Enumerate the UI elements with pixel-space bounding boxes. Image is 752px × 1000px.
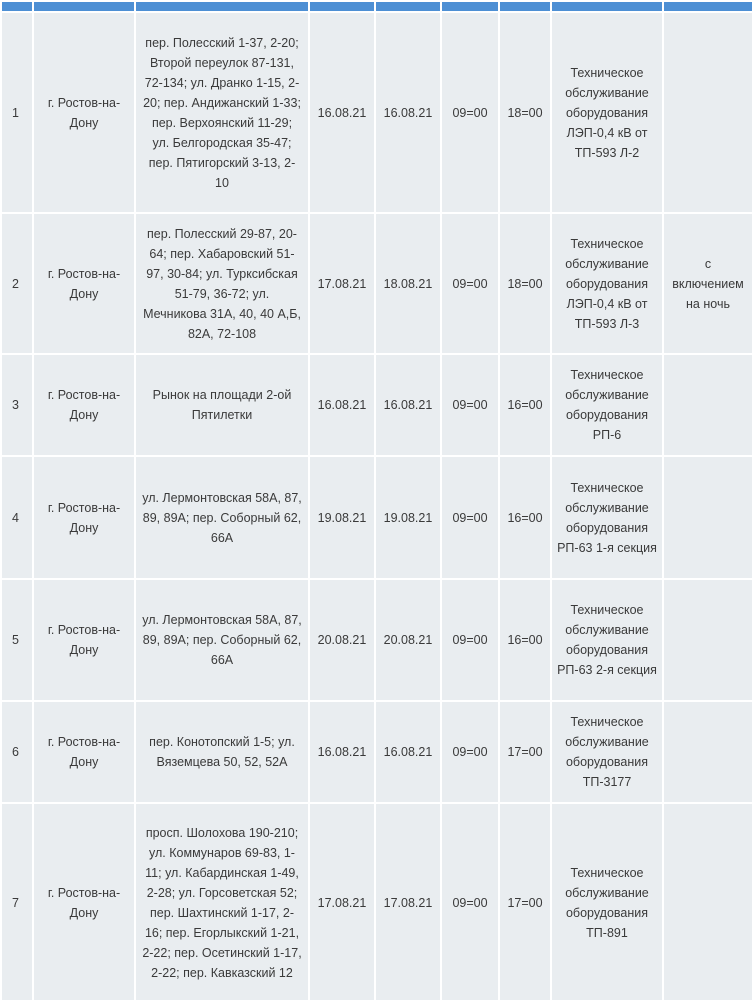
table-row bbox=[1, 579, 752, 701]
header-cell bbox=[135, 1, 309, 12]
row-number: 6 bbox=[1, 701, 33, 803]
table-row bbox=[1, 456, 752, 579]
header-cell bbox=[309, 1, 375, 12]
date-end-cell: 16.08.21 bbox=[375, 354, 441, 456]
date-end-cell: 16.08.21 bbox=[375, 701, 441, 803]
date-start-cell: 16.08.21 bbox=[309, 701, 375, 803]
time-end-cell: 17=00 bbox=[499, 803, 551, 1000]
time-start-cell: 09=00 bbox=[441, 456, 499, 579]
city-cell: г. Ростов-на-Дону bbox=[33, 701, 135, 803]
time-start-cell: 09=00 bbox=[441, 803, 499, 1000]
header-cell bbox=[1, 1, 33, 12]
header-cell bbox=[663, 1, 752, 12]
header-cell bbox=[499, 1, 551, 12]
note-cell: с включением на ночь bbox=[663, 213, 752, 354]
date-start-cell: 17.08.21 bbox=[309, 803, 375, 1000]
time-start-cell: 09=00 bbox=[441, 354, 499, 456]
header-cell bbox=[441, 1, 499, 12]
date-start-cell: 19.08.21 bbox=[309, 456, 375, 579]
table-row bbox=[1, 354, 752, 456]
date-start-cell: 20.08.21 bbox=[309, 579, 375, 701]
date-end-cell: 17.08.21 bbox=[375, 803, 441, 1000]
time-end-cell: 16=00 bbox=[499, 456, 551, 579]
header-cell bbox=[33, 1, 135, 12]
reason-cell: Техническое обслуживание оборудования ТП-3177 bbox=[551, 701, 663, 803]
reason-cell: Техническое обслуживание оборудования ТП-891 bbox=[551, 803, 663, 1000]
reason-cell: Техническое обслуживание оборудования ЛЭП-0,4 кВ от ТП-593 Л-3 bbox=[551, 213, 663, 354]
addresses-cell: пер. Полесский 1-37, 2-20; Второй переулок 87-131, 72-134; ул. Дранко 1-15, 2-20; пер. Андижанский 1-33; пер. Верхоянский 11-29; ул. Белгородская 35-47; пер. Пятигорский 3-13, 2-10 bbox=[135, 12, 309, 213]
reason-cell: Техническое обслуживание оборудования ЛЭП-0,4 кВ от ТП-593 Л-2 bbox=[551, 12, 663, 213]
reason-cell: Техническое обслуживание оборудования РП-6 bbox=[551, 354, 663, 456]
date-start-cell: 17.08.21 bbox=[309, 213, 375, 354]
table-row bbox=[1, 213, 752, 354]
note-cell bbox=[663, 12, 752, 213]
header-cell bbox=[551, 1, 663, 12]
row-number: 5 bbox=[1, 579, 33, 701]
reason-cell: Техническое обслуживание оборудования РП-63 1-я секция bbox=[551, 456, 663, 579]
addresses-cell: просп. Шолохова 190-210; ул. Коммунаров 69-83, 1-11; ул. Кабардинская 1-49, 2-28; ул. Горсоветская 52; пер. Шахтинский 1-17, 2-16; пер. Егорлыкский 1-21, 2-22; пер. Осетинский 1-17, 2-22; пер. Кавказский 12 bbox=[135, 803, 309, 1000]
city-cell: г. Ростов-на-Дону bbox=[33, 579, 135, 701]
time-end-cell: 18=00 bbox=[499, 12, 551, 213]
addresses-cell: ул. Лермонтовская 58А, 87, 89, 89А; пер. Соборный 62, 66А bbox=[135, 579, 309, 701]
table-row bbox=[1, 12, 752, 213]
city-cell: г. Ростов-на-Дону bbox=[33, 12, 135, 213]
time-end-cell: 16=00 bbox=[499, 579, 551, 701]
addresses-cell: пер. Полесский 29-87, 20-64; пер. Хабаровский 51-97, 30-84; ул. Турксибская 51-79, 36-72; ул. Мечникова 31А, 40, 40 А,Б, 82А, 72-108 bbox=[135, 213, 309, 354]
note-cell bbox=[663, 579, 752, 701]
note-cell bbox=[663, 456, 752, 579]
note-cell bbox=[663, 701, 752, 803]
table-row bbox=[1, 701, 752, 803]
row-number: 7 bbox=[1, 803, 33, 1000]
date-start-cell: 16.08.21 bbox=[309, 12, 375, 213]
addresses-cell: пер. Конотопский 1-5; ул. Вяземцева 50, 52, 52А bbox=[135, 701, 309, 803]
date-start-cell: 16.08.21 bbox=[309, 354, 375, 456]
time-start-cell: 09=00 bbox=[441, 213, 499, 354]
table-header-row bbox=[1, 1, 752, 12]
time-end-cell: 16=00 bbox=[499, 354, 551, 456]
date-end-cell: 19.08.21 bbox=[375, 456, 441, 579]
row-number: 3 bbox=[1, 354, 33, 456]
city-cell: г. Ростов-на-Дону bbox=[33, 354, 135, 456]
city-cell: г. Ростов-на-Дону bbox=[33, 456, 135, 579]
note-cell bbox=[663, 354, 752, 456]
header-cell bbox=[375, 1, 441, 12]
row-number: 1 bbox=[1, 12, 33, 213]
row-number: 2 bbox=[1, 213, 33, 354]
city-cell: г. Ростов-на-Дону bbox=[33, 213, 135, 354]
time-end-cell: 18=00 bbox=[499, 213, 551, 354]
date-end-cell: 18.08.21 bbox=[375, 213, 441, 354]
note-cell bbox=[663, 803, 752, 1000]
time-end-cell: 17=00 bbox=[499, 701, 551, 803]
city-cell: г. Ростов-на-Дону bbox=[33, 803, 135, 1000]
time-start-cell: 09=00 bbox=[441, 701, 499, 803]
addresses-cell: Рынок на площади 2-ой Пятилетки bbox=[135, 354, 309, 456]
addresses-cell: ул. Лермонтовская 58А, 87, 89, 89А; пер. Соборный 62, 66А bbox=[135, 456, 309, 579]
date-end-cell: 20.08.21 bbox=[375, 579, 441, 701]
table-row bbox=[1, 803, 752, 1000]
time-start-cell: 09=00 bbox=[441, 579, 499, 701]
reason-cell: Техническое обслуживание оборудования РП-63 2-я секция bbox=[551, 579, 663, 701]
row-number: 4 bbox=[1, 456, 33, 579]
date-end-cell: 16.08.21 bbox=[375, 12, 441, 213]
time-start-cell: 09=00 bbox=[441, 12, 499, 213]
